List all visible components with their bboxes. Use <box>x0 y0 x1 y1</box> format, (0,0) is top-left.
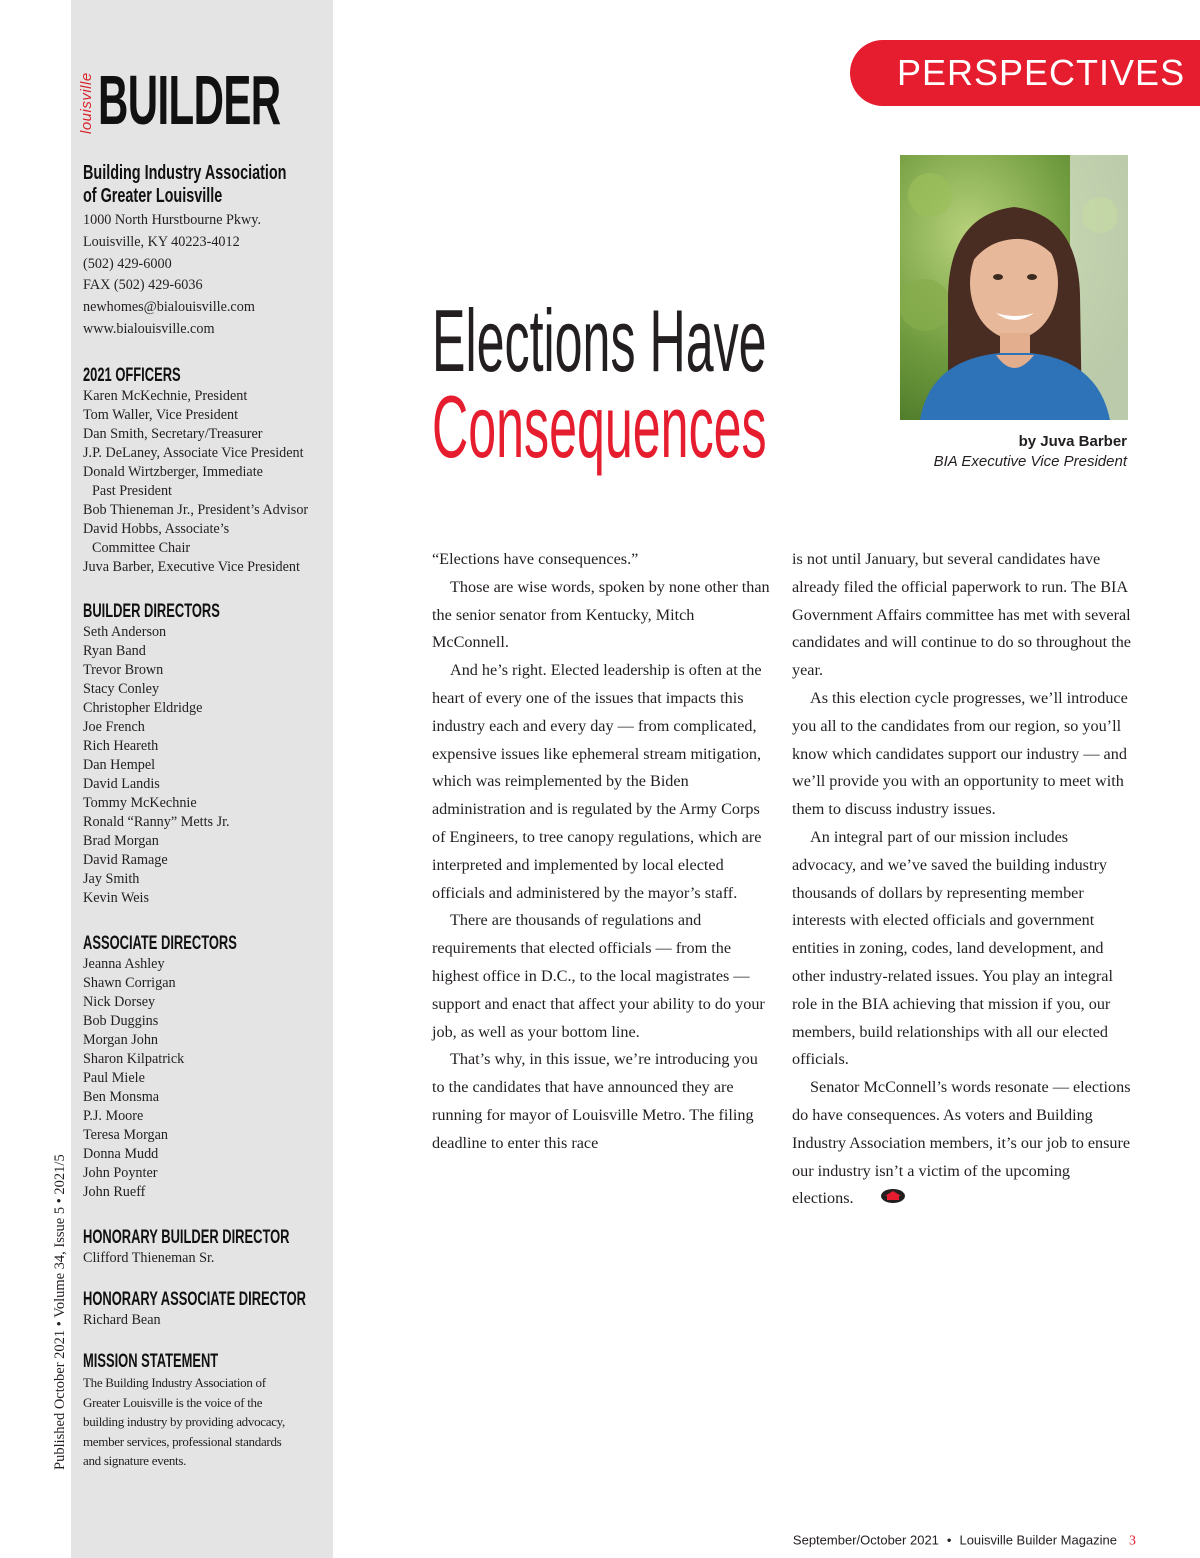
list-item: Donald Wirtzberger, Immediate <box>83 464 263 480</box>
list-item: Karen McKechnie, President <box>83 388 248 404</box>
list-item: Stacy Conley <box>83 681 160 697</box>
article-paragraph: is not until January, but several candidates have already filed the official paperwork to run. The BIA Government Affairs committee has met with several candidates and will continue to do so throughout the year. <box>792 550 1131 680</box>
mission-heading: MISSION STATEMENT <box>83 1351 219 1372</box>
publication-line: Published October 2021 • Volume 34, Issue 5 • 2021/5 <box>52 1154 68 1470</box>
associate-directors-heading: ASSOCIATE DIRECTORS <box>83 933 237 954</box>
org-phone: (502) 429-6000 <box>83 255 172 272</box>
byline-title: BIA Executive Vice President <box>933 453 1127 470</box>
list-item: Tommy McKechnie <box>83 795 197 811</box>
mission-line: member services, professional standards <box>83 1433 282 1449</box>
org-fax: FAX (502) 429-6036 <box>83 277 203 294</box>
org-city: Louisville, KY 40223-4012 <box>83 233 240 250</box>
list-item: Christopher Eldridge <box>83 700 203 716</box>
article-paragraph: As this election cycle progresses, we’ll introduce you all to the candidates from our region, so you’ll know which candidates support our industry — and we’ll provide you with an opportunity to meet with them to discuss industry issues. <box>792 688 1128 819</box>
article-column-2 <box>792 546 1132 1214</box>
mission-line: and signature events. <box>83 1453 187 1468</box>
list-item: Kevin Weis <box>83 890 149 906</box>
article-column-1 <box>432 546 772 1158</box>
mission-line: building industry by providing advocacy, <box>83 1414 285 1429</box>
list-item: John Rueff <box>83 1184 146 1200</box>
list-item: Ben Monsma <box>83 1089 160 1105</box>
section-banner <box>850 40 1200 106</box>
mission-text <box>83 1373 323 1471</box>
mission-line: The Building Industry Association of <box>83 1375 266 1390</box>
list-item: Trevor Brown <box>83 662 164 678</box>
honorary-builder-section <box>83 1227 323 1268</box>
associate-directors-list <box>83 955 323 1202</box>
article-paragraph: Those are wise words, spoken by none other than the senior senator from Kentucky, Mitch McConnell. <box>432 577 770 652</box>
honorary-associate-section <box>83 1289 323 1330</box>
org-name-line2: of Greater Louisville <box>83 185 223 207</box>
list-item: Sharon Kilpatrick <box>83 1051 185 1067</box>
article-paragraph: And he’s right. Elected leadership is often at the heart of every one of the issues that impacts this industry each and every day — from complicated, expensive issues like ephemeral stream mitigation, which was reimplemented by the Biden administration and is regulated by the Army Corps of Engineers, to tree canopy regulations, which are interpreted and implemented by local elected officials and administered by the mayor’s staff. <box>432 661 762 902</box>
list-item: P.J. Moore <box>83 1108 144 1124</box>
mission-section <box>83 1351 323 1471</box>
article-paragraph: That’s why, in this issue, we’re introducing you to the candidates that have announced they are running for mayor of Louisville Metro. The filing deadline to enter this race <box>432 1050 758 1152</box>
org-contact <box>83 210 323 341</box>
list-item: Rich Heareth <box>83 738 159 754</box>
builder-directors-section <box>83 601 323 908</box>
list-item: Teresa Morgan <box>83 1127 169 1143</box>
list-item: Dan Smith, Secretary/Treasurer <box>83 426 263 442</box>
article-paragraph: Senator McConnell’s words resonate — elections do have consequences. As voters and Building Industry Association members, it’s our job to ensure our industry isn’t a victim of the upcoming elections. <box>792 1078 1131 1208</box>
footer-issue: September/October 2021 <box>792 1532 939 1548</box>
list-item: Jeanna Ashley <box>83 956 165 972</box>
list-item: Past President <box>92 483 172 499</box>
article-paragraph: An integral part of our mission includes advocacy, and we’ve saved the building industry thousands of dollars by representing member interests with elected officials and government entities in zoning, codes, land development, and other industry-related issues. You play an integral role in the BIA achieving that mission if you, our members, build relationships with all our elected officials. <box>792 827 1113 1069</box>
page-footer <box>793 1533 1136 1550</box>
list-item: Donna Mudd <box>83 1146 159 1162</box>
author-photo <box>900 155 1128 420</box>
officers-section <box>83 365 323 577</box>
org-email: newhomes@bialouisville.com <box>83 299 255 316</box>
list-item: John Poynter <box>83 1165 158 1181</box>
list-item: Committee Chair <box>92 540 191 556</box>
author-photo-illustration <box>900 155 1128 420</box>
list-item: David Hobbs, Associate’s <box>83 521 230 537</box>
honorary-associate-heading: HONORARY ASSOCIATE DIRECTOR <box>83 1289 307 1310</box>
list-item: Nick Dorsey <box>83 994 156 1010</box>
list-item: Paul Miele <box>83 1070 145 1086</box>
headline-line1: Elections Have <box>432 291 767 390</box>
list-item: David Landis <box>83 776 160 792</box>
article-paragraph: There are thousands of regulations and requirements that elected officials — from the highest office in D.C., to the local magistrates — support and enact that affect your ability to do your job, as well as your bottom line. <box>432 911 765 1041</box>
section-banner-label: PERSPECTIVES <box>897 52 1186 93</box>
end-of-article-icon <box>862 1186 906 1214</box>
byline <box>934 432 1127 472</box>
list-item: Shawn Corrigan <box>83 975 176 991</box>
list-item: Tom Waller, Vice President <box>83 407 239 423</box>
list-item: Bob Duggins <box>83 1013 159 1029</box>
list-item: Brad Morgan <box>83 833 159 849</box>
org-address: 1000 North Hurstbourne Pkwy. <box>83 212 261 228</box>
org-info <box>83 162 323 341</box>
associate-directors-section <box>83 933 323 1202</box>
list-item: Bob Thieneman Jr., President’s Advisor <box>83 502 309 518</box>
builder-directors-heading: BUILDER DIRECTORS <box>83 601 220 622</box>
list-item: Morgan John <box>83 1032 159 1048</box>
byline-author: by Juva Barber <box>1018 433 1127 450</box>
headline-line2: Consequences <box>432 377 767 476</box>
org-website: www.bialouisville.com <box>83 320 215 337</box>
article-paragraph: “Elections have consequences.” <box>432 550 639 568</box>
list-item: Jay Smith <box>83 871 140 887</box>
org-name-line1: Building Industry Association <box>83 162 287 184</box>
officers-list <box>83 387 323 577</box>
list-item: Juva Barber, Executive Vice President <box>83 559 300 575</box>
page-number: 3 <box>1129 1533 1136 1549</box>
list-item: Seth Anderson <box>83 624 167 640</box>
officers-heading: 2021 OFFICERS <box>83 365 181 386</box>
builder-directors-list <box>83 623 323 908</box>
list-item: Ronald “Ranny” Metts Jr. <box>83 814 230 830</box>
footer-separator: • <box>946 1532 952 1548</box>
honorary-builder-heading: HONORARY BUILDER DIRECTOR <box>83 1227 290 1248</box>
honorary-builder-name: Clifford Thieneman Sr. <box>83 1250 215 1266</box>
masthead-brand: BUILDER <box>98 61 281 139</box>
masthead-city: louisville <box>78 72 95 134</box>
list-item: David Ramage <box>83 852 168 868</box>
list-item: Dan Hempel <box>83 757 156 773</box>
list-item: Joe French <box>83 719 145 735</box>
list-item: Ryan Band <box>83 643 146 659</box>
footer-magazine: Louisville Builder Magazine <box>959 1532 1117 1548</box>
honorary-associate-name: Richard Bean <box>83 1312 161 1328</box>
list-item: J.P. DeLaney, Associate Vice President <box>83 445 304 461</box>
mission-line: Greater Louisville is the voice of the <box>83 1394 263 1410</box>
